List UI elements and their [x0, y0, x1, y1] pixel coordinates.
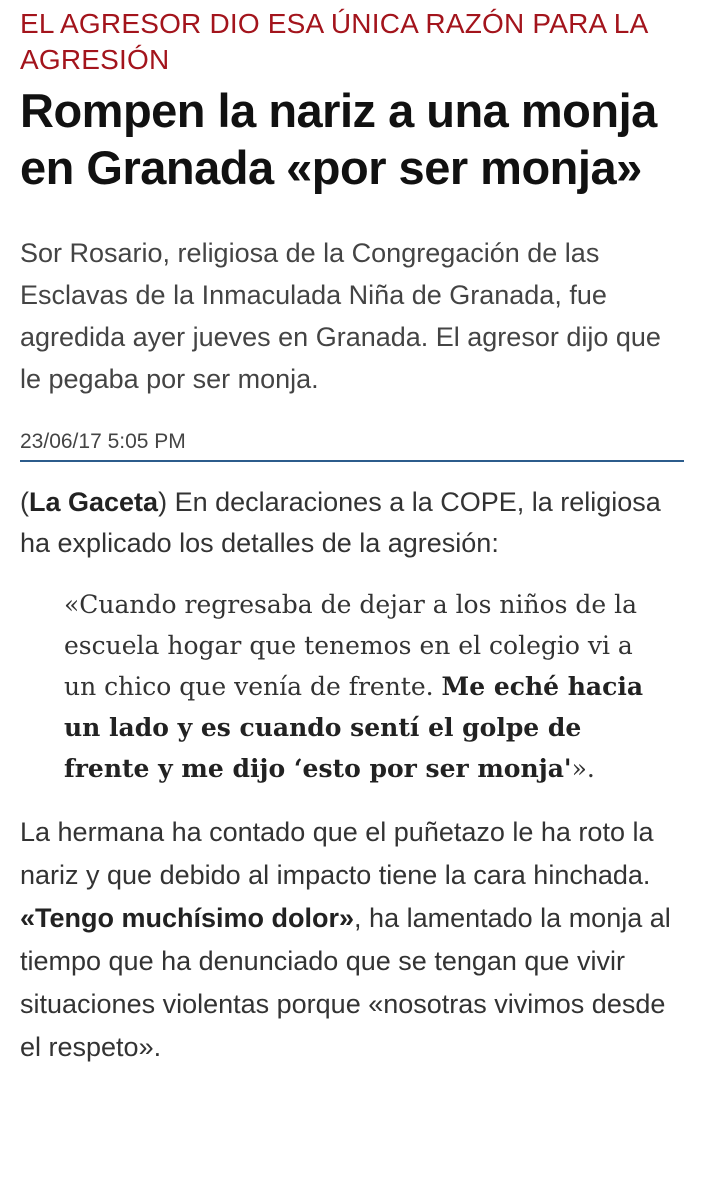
publish-date: 23/06/17 5:05 PM: [20, 430, 186, 453]
article-lead: Sor Rosario, religiosa de la Congregación de las Esclavas de la Inmaculada Niña de Granada, fue agredida ayer jueves en Granada. El agresor dijo que le pegaba por ser monja.: [20, 238, 661, 394]
article: [20, 6, 686, 1069]
quote-close: ».: [571, 754, 595, 783]
paragraph-intro: [20, 482, 686, 564]
paragraph-body: [20, 811, 686, 1069]
source-name: La Gaceta: [29, 487, 159, 517]
quote-bold: Me eché hacia un lado y es cuando sentí el golpe de frente y me dijo ‘esto por ser monja': [64, 672, 644, 783]
paren-open: (: [20, 487, 29, 517]
article-kicker: EL AGRESOR DIO ESA ÚNICA RAZÓN PARA LA AGRESIÓN: [20, 8, 647, 75]
article-headline: Rompen la nariz a una monja en Granada «por ser monja»: [20, 84, 657, 194]
paragraph-intro-text: ) En declaraciones a la COPE, la religiosa ha explicado los detalles de la agresión:: [20, 487, 661, 558]
paragraph-body-before: La hermana ha contado que el puñetazo le ha roto la nariz y que debido al impacto tiene la cara hinchada.: [20, 817, 654, 890]
paragraph-body-after: , ha lamentado la monja al tiempo que ha denunciado que se tengan que vivir situaciones violentas porque «nosotras vivimos desde el respeto».: [20, 903, 671, 1062]
article-date: [20, 428, 684, 462]
testimony-quote: [64, 584, 664, 789]
quote-plain: «Cuando regresaba de dejar a los niños de la escuela hogar que tenemos en el colegio vi a un chico que venía de frente.: [64, 590, 638, 701]
paragraph-body-bold: «Tengo muchísimo dolor»: [20, 903, 355, 933]
